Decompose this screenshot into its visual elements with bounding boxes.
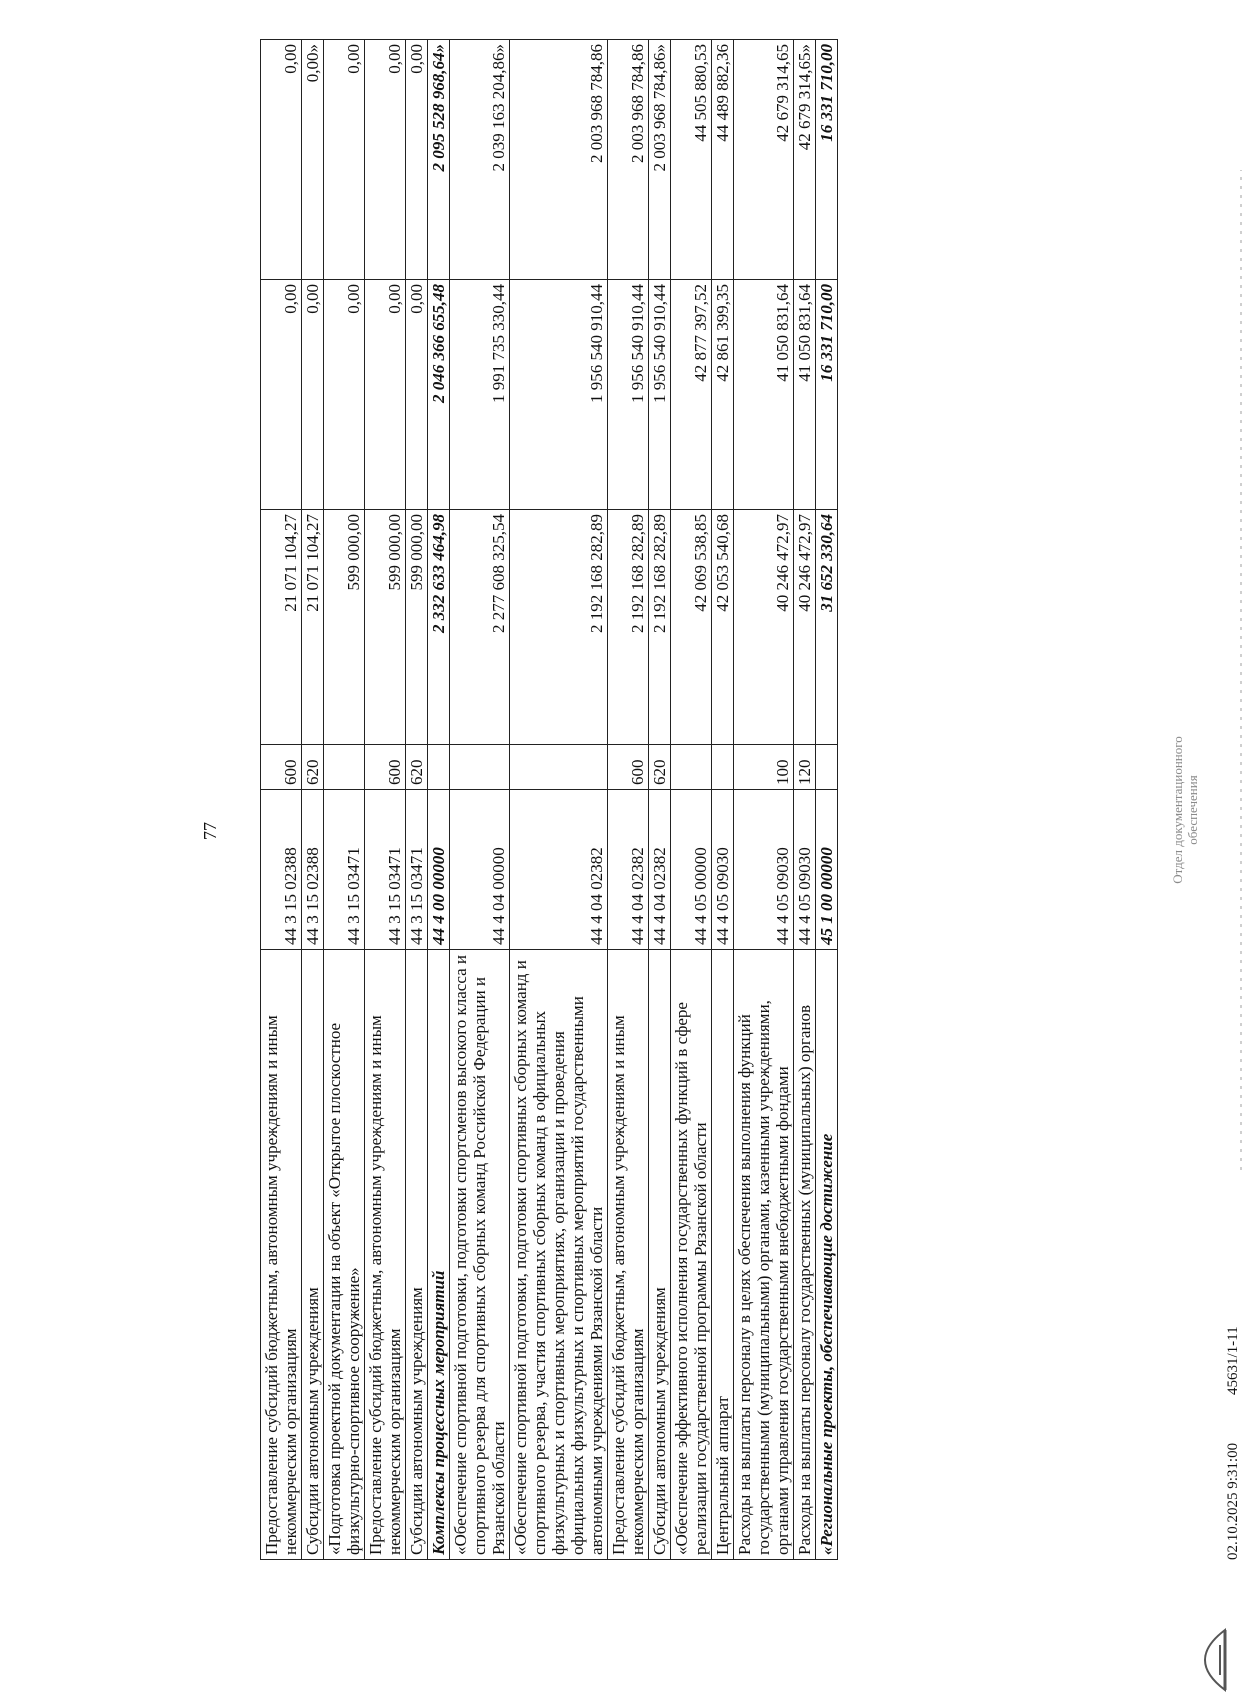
row-name: Субсидии автономным учреждениям	[302, 950, 324, 1560]
row-value-2025: 2 192 168 282,89	[608, 510, 649, 745]
budget-table	[260, 39, 838, 1560]
row-value-2026: 0,00	[406, 280, 428, 510]
row-code: 44 4 05 00000	[671, 790, 712, 950]
row-code: 44 4 04 00000	[450, 790, 510, 950]
row-expense-type	[712, 745, 734, 790]
row-expense-type	[324, 745, 365, 790]
row-name: Предоставление субсидий бюджетным, автономным учреждениям и иным некоммерческим организациям	[261, 950, 302, 1560]
stamp-line-1: Отдел документационного	[1170, 736, 1185, 884]
row-expense-type: 600	[365, 745, 406, 790]
row-name: «Подготовка проектной документации на объект «Открытое плоскостное физкультурно-спортивное сооружение»	[324, 950, 365, 1560]
row-value-2027: 42 679 314,65»	[794, 40, 816, 280]
row-value-2026: 0,00	[261, 280, 302, 510]
row-value-2026: 41 050 831,64	[734, 280, 794, 510]
row-code: 44 4 00 00000	[428, 790, 450, 950]
row-value-2027: 0,00	[365, 40, 406, 280]
row-value-2025: 2 332 633 464,98	[428, 510, 450, 745]
row-code: 44 4 05 09030	[734, 790, 794, 950]
budget-table-body	[261, 40, 838, 1560]
table-row	[510, 40, 608, 1560]
row-name: Расходы на выплаты персоналу в целях обеспечения выполнения функций государственными (муниципальными) органами, казенными учреждениями, органами управления государственными внебюджетными фондами	[734, 950, 794, 1560]
row-code: 44 4 04 02382	[510, 790, 608, 950]
row-value-2026: 1 991 735 330,44	[450, 280, 510, 510]
row-value-2026: 0,00	[365, 280, 406, 510]
row-value-2026: 0,00	[324, 280, 365, 510]
table-row	[261, 40, 302, 1560]
table-row	[734, 40, 794, 1560]
row-expense-type	[510, 745, 608, 790]
table-row	[428, 40, 450, 1560]
row-value-2027: 16 331 710,00	[816, 40, 838, 280]
footer-date: 02.10.2025 9:31:00	[1225, 1442, 1241, 1560]
row-value-2027: 42 679 314,65	[734, 40, 794, 280]
row-value-2027: 0,00	[406, 40, 428, 280]
row-expense-type: 620	[302, 745, 324, 790]
row-value-2026: 41 050 831,64	[794, 280, 816, 510]
row-value-2025: 599 000,00	[365, 510, 406, 745]
row-value-2025: 599 000,00	[324, 510, 365, 745]
table-row	[816, 40, 838, 1560]
row-expense-type: 620	[406, 745, 428, 790]
row-expense-type	[450, 745, 510, 790]
row-value-2025: 42 069 538,85	[671, 510, 712, 745]
row-value-2027: 2 003 968 784,86	[510, 40, 608, 280]
row-name: Субсидии автономным учреждениям	[406, 950, 428, 1560]
row-value-2026: 16 331 710,00	[816, 280, 838, 510]
row-name: Центральный аппарат	[712, 950, 734, 1560]
row-code: 44 4 05 09030	[794, 790, 816, 950]
table-row	[365, 40, 406, 1560]
row-name: Расходы на выплаты персоналу государственных (муниципальных) органов	[794, 950, 816, 1560]
table-row	[794, 40, 816, 1560]
row-value-2026: 0,00	[302, 280, 324, 510]
row-name: Предоставление субсидий бюджетным, автономным учреждениям и иным некоммерческим организациям	[608, 950, 649, 1560]
row-value-2025: 31 652 330,64	[816, 510, 838, 745]
page-number: 77	[200, 822, 220, 840]
row-value-2025: 599 000,00	[406, 510, 428, 745]
row-expense-type: 620	[649, 745, 671, 790]
row-name: «Обеспечение спортивной подготовки, подготовки спортивных сборных команд и спортивного резерва, участия спортивных сборных команд в официальных физкультурных и спортивных мероприятиях, организации и проведения официальных физкультурных и спортивных мероприятий государственными автономными учреждениями Рязанской области	[510, 950, 608, 1560]
row-value-2027: 44 505 880,53	[671, 40, 712, 280]
row-code: 44 4 05 09030	[712, 790, 734, 950]
row-value-2026: 1 956 540 910,44	[608, 280, 649, 510]
row-code: 44 3 15 02388	[261, 790, 302, 950]
row-code: 44 4 04 02382	[608, 790, 649, 950]
department-stamp	[1170, 710, 1200, 910]
row-value-2027: 2 039 163 204,86»	[450, 40, 510, 280]
table-row	[324, 40, 365, 1560]
row-value-2025: 40 246 472,97	[734, 510, 794, 745]
row-name: «Обеспечение спортивной подготовки, подготовки спортсменов высокого класса и спортивного резерва для спортивных сборных команд Российской Федерации и Рязанской области	[450, 950, 510, 1560]
row-code: 44 4 04 02382	[649, 790, 671, 950]
table-row	[302, 40, 324, 1560]
row-value-2027: 0,00»	[302, 40, 324, 280]
logo-icon	[1190, 1625, 1230, 1695]
row-expense-type	[671, 745, 712, 790]
table-row	[671, 40, 712, 1560]
rotated-page	[140, 40, 1241, 1600]
row-value-2026: 42 861 399,35	[712, 280, 734, 510]
row-name: Предоставление субсидий бюджетным, автономным учреждениям и иным некоммерческим организациям	[365, 950, 406, 1560]
row-value-2025: 2 192 168 282,89	[510, 510, 608, 745]
row-code: 44 3 15 03471	[406, 790, 428, 950]
row-value-2027: 2 095 528 968,64»	[428, 40, 450, 280]
row-name: Комплексы процессных мероприятий	[428, 950, 450, 1560]
table-row	[608, 40, 649, 1560]
row-expense-type	[816, 745, 838, 790]
row-value-2027: 0,00	[261, 40, 302, 280]
row-expense-type: 120	[794, 745, 816, 790]
row-name: «Обеспечение эффективного исполнения государственных функций в сфере реализации государственной программы Рязанской области	[671, 950, 712, 1560]
row-name: Субсидии автономным учреждениям	[649, 950, 671, 1560]
row-code: 44 3 15 03471	[324, 790, 365, 950]
row-value-2027: 0,00	[324, 40, 365, 280]
table-row	[450, 40, 510, 1560]
row-expense-type: 600	[608, 745, 649, 790]
stamp-line-2: обеспечения	[1185, 775, 1200, 845]
row-expense-type: 600	[261, 745, 302, 790]
row-value-2025: 21 071 104,27	[261, 510, 302, 745]
row-code: 44 3 15 03471	[365, 790, 406, 950]
footer-document-number: 45631/1-11	[1225, 1326, 1241, 1395]
row-expense-type: 100	[734, 745, 794, 790]
row-value-2025: 2 192 168 282,89	[649, 510, 671, 745]
row-value-2026: 1 956 540 910,44	[649, 280, 671, 510]
row-value-2025: 21 071 104,27	[302, 510, 324, 745]
row-name: «Региональные проекты, обеспечивающие достижение	[816, 950, 838, 1560]
row-value-2025: 42 053 540,68	[712, 510, 734, 745]
row-value-2027: 2 003 968 784,86	[608, 40, 649, 280]
table-row	[649, 40, 671, 1560]
row-code: 44 3 15 02388	[302, 790, 324, 950]
row-value-2025: 40 246 472,97	[794, 510, 816, 745]
row-expense-type	[428, 745, 450, 790]
row-code: 45 1 00 00000	[816, 790, 838, 950]
row-value-2027: 44 489 882,36	[712, 40, 734, 280]
row-value-2026: 1 956 540 910,44	[510, 280, 608, 510]
row-value-2025: 2 277 608 325,54	[450, 510, 510, 745]
row-value-2026: 2 046 366 655,48	[428, 280, 450, 510]
table-row	[406, 40, 428, 1560]
row-value-2027: 2 003 968 784,86»	[649, 40, 671, 280]
row-value-2026: 42 877 397,52	[671, 280, 712, 510]
table-row	[712, 40, 734, 1560]
